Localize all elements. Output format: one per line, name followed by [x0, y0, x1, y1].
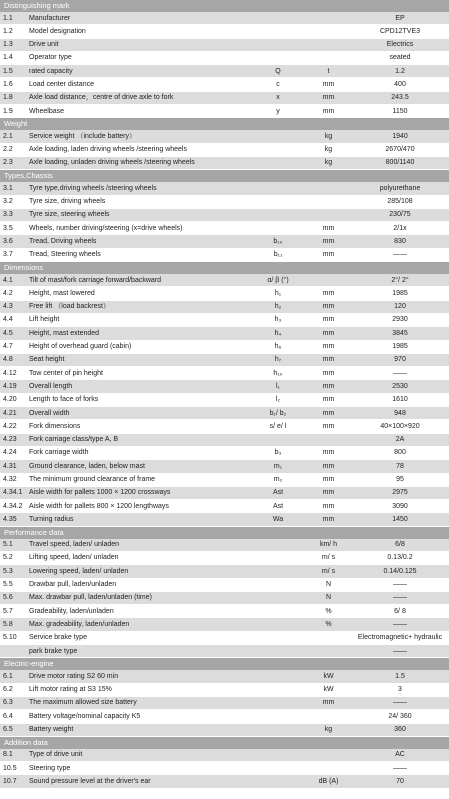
spec-row [0, 314, 449, 327]
spec-row [0, 157, 449, 170]
item-unit: mm [322, 303, 335, 311]
spec-row [0, 144, 449, 157]
section-header: Addition data [0, 737, 449, 749]
item-number: 4.2 [3, 289, 13, 297]
spec-row [0, 209, 449, 222]
section-header: Types,Chassis [0, 170, 449, 182]
item-unit: kg [324, 132, 333, 140]
item-unit: mm [322, 502, 335, 510]
item-value: 2A [395, 436, 405, 444]
item-description: Drive unit [29, 41, 59, 49]
item-symbol: m₂ [273, 476, 283, 483]
item-unit: mm [322, 237, 335, 245]
item-description: Model designation [29, 27, 86, 35]
item-symbol: h₆ [274, 343, 282, 351]
item-description: Tread, Steering wheels [29, 251, 101, 259]
item-description: Tow center of pin height [29, 369, 103, 377]
spec-row [0, 235, 449, 248]
item-value: CPD12TVE3 [379, 27, 421, 35]
item-value: —— [393, 594, 407, 602]
item-value: 95 [396, 476, 404, 483]
item-description: Load center distance [29, 80, 94, 88]
item-value: —— [393, 620, 407, 628]
item-number: 4.7 [3, 343, 13, 351]
item-number: 6.2 [3, 686, 13, 694]
spec-row [0, 65, 449, 78]
item-description: The minimum ground clearance of frame [29, 476, 156, 483]
item-unit: mm [322, 80, 335, 88]
item-value: 285/108 [387, 198, 413, 206]
item-unit: % [325, 620, 332, 628]
spec-row [0, 394, 449, 407]
item-value: 948 [394, 409, 406, 417]
spec-row [0, 196, 449, 209]
item-description: Lift height [29, 316, 60, 324]
item-description: Sound pressure level at the driver's ear [29, 777, 151, 785]
item-number: 4.5 [3, 329, 13, 337]
item-value: —— [393, 764, 407, 772]
item-symbol: Q [275, 67, 281, 75]
spec-row [0, 354, 449, 367]
item-value: 6/8 [395, 541, 405, 549]
item-description: Ground clearance, laden, below mast [29, 462, 145, 470]
item-description: Overall length [29, 382, 73, 390]
item-description: Fork carriage width [29, 449, 89, 457]
item-description: Gradeability, laden/unladen [29, 607, 114, 615]
item-description: Fork dimensions [29, 422, 81, 430]
item-value: 1985 [392, 289, 408, 297]
item-description: Max. drawbar pull, laden/unladen (time) [29, 594, 152, 602]
item-description: Length to face of forks [29, 396, 99, 404]
spec-row [0, 684, 449, 697]
spec-row [0, 474, 449, 487]
item-description: Lifting speed, laden/ unladen [29, 554, 119, 562]
spec-row [0, 749, 449, 762]
item-unit: kW [323, 672, 334, 680]
item-value: 40×100×920 [380, 422, 420, 430]
spec-row [0, 39, 449, 52]
item-symbol: Ast [272, 489, 284, 497]
spec-row [0, 605, 449, 618]
item-value: EP [395, 14, 405, 22]
spec-row [0, 775, 449, 788]
item-number: 4.32 [3, 476, 17, 483]
item-value: —— [393, 251, 407, 259]
item-unit: mm [322, 224, 335, 232]
item-value: —— [393, 647, 407, 655]
item-value: 1.5 [395, 672, 405, 680]
section-header: Distinguishing mark [0, 0, 449, 12]
spec-row [0, 632, 449, 645]
item-value: 2975 [392, 489, 408, 497]
item-symbol: b₁/ b₂ [269, 409, 287, 417]
item-unit: kg [324, 726, 333, 734]
item-symbol: h₃ [274, 316, 282, 324]
item-value: 1150 [392, 107, 408, 115]
item-symbol: h₄ [274, 329, 282, 337]
item-value: 2930 [392, 316, 408, 324]
item-description: Axle loading, unladen driving wheels /steering wheels [29, 159, 195, 167]
item-symbol: h₂ [274, 303, 282, 311]
item-unit: mm [322, 449, 335, 457]
item-unit: kg [324, 159, 333, 167]
section-header: Dimensions [0, 262, 449, 274]
item-unit: mm [322, 369, 335, 377]
item-description: Service weight （include battery） [29, 132, 136, 140]
item-description: Manufacturer [29, 14, 71, 22]
spec-row [0, 407, 449, 420]
item-value: 800/1140 [385, 159, 415, 167]
item-value: 800 [394, 449, 406, 457]
item-unit: mm [322, 699, 335, 707]
item-value: —— [393, 369, 407, 377]
item-value: 2/1x [393, 224, 407, 232]
item-description: Steering type [29, 764, 71, 772]
item-number: 3.5 [3, 224, 13, 232]
item-value: 230/75 [389, 211, 411, 219]
item-unit: mm [322, 382, 335, 390]
spec-row [0, 249, 449, 262]
item-symbol: y [276, 107, 280, 115]
item-unit: mm [322, 316, 335, 324]
spec-row [0, 78, 449, 91]
item-unit: mm [322, 422, 335, 430]
item-symbol: Ast [272, 502, 284, 510]
item-value: 360 [394, 726, 406, 734]
spec-row [0, 380, 449, 393]
spec-row [0, 618, 449, 631]
item-number: 4.4 [3, 316, 13, 324]
item-value: 970 [394, 356, 406, 364]
item-number: 3.2 [3, 198, 13, 206]
spec-row [0, 52, 449, 65]
item-value: 2670/470 [385, 146, 415, 154]
item-description: Travel speed, laden/ unladen [29, 541, 120, 549]
item-number: 3.3 [3, 211, 13, 219]
spec-row [0, 105, 449, 118]
item-number: 5.2 [3, 554, 13, 562]
item-description: The maximum allowed size battery [29, 699, 137, 707]
item-value: 3090 [392, 502, 408, 510]
item-unit: mm [322, 476, 335, 483]
item-unit: mm [322, 251, 335, 259]
item-number: 3.7 [3, 251, 13, 259]
item-unit: mm [322, 94, 335, 102]
item-value: 2°/ 2° [391, 276, 409, 284]
item-number: 4.34.1 [3, 489, 23, 497]
item-number: 5.7 [3, 607, 13, 615]
item-description: Wheelbase [29, 107, 65, 115]
item-unit: mm [322, 343, 335, 351]
item-description: Lowering speed, laden/ unladen [29, 567, 129, 575]
item-value: 3845 [392, 329, 408, 337]
item-number: 3.1 [3, 184, 13, 192]
item-number: 6.1 [3, 672, 13, 680]
item-value: 400 [394, 80, 406, 88]
item-value: 1450 [392, 515, 408, 523]
item-number: 4.20 [3, 396, 17, 404]
item-symbol: b₁₀ [273, 237, 283, 245]
item-number: 10.7 [3, 777, 17, 785]
spec-row [0, 579, 449, 592]
item-value: 70 [396, 777, 404, 785]
item-value: 6/ 8 [394, 607, 406, 615]
item-number: 4.12 [3, 369, 17, 377]
spec-row [0, 592, 449, 605]
item-number: 4.1 [3, 276, 13, 284]
item-number: 3.6 [3, 237, 13, 245]
item-number: 4.21 [3, 409, 17, 417]
item-symbol: h₇ [274, 356, 282, 364]
item-unit: N [325, 594, 332, 602]
spec-row [0, 487, 449, 500]
item-number: 5.3 [3, 567, 13, 575]
item-description: Tyre type,driving wheels /steering wheels [29, 184, 157, 192]
spec-row [0, 222, 449, 235]
spec-row [0, 25, 449, 38]
item-number: 5.1 [3, 541, 13, 549]
item-description: Fork carriage class/type A, B [29, 436, 119, 444]
item-description: Aisle width for pallets 1000 × 1200 crossways [29, 489, 171, 497]
item-description: Height of overhead guard (cabin) [29, 343, 132, 351]
item-number: 4.34.2 [3, 502, 23, 510]
item-number: 5.5 [3, 581, 13, 589]
item-symbol: l₂ [275, 396, 281, 404]
spec-row [0, 434, 449, 447]
spec-row [0, 539, 449, 552]
section-header: Weight [0, 118, 449, 130]
spec-row [0, 710, 449, 723]
item-number: 10.5 [3, 764, 17, 772]
item-description: Aisle width for pallets 800 × 1200 lengthways [29, 502, 169, 510]
spec-row [0, 274, 449, 287]
item-symbol: x [276, 94, 280, 102]
item-number: 4.3 [3, 303, 13, 311]
spec-row [0, 92, 449, 105]
item-number: 2.3 [3, 159, 13, 167]
spec-row [0, 697, 449, 710]
item-unit: kW [323, 686, 334, 694]
item-description: Turning radius [29, 515, 74, 523]
item-number: 6.5 [3, 726, 13, 734]
spec-row [0, 341, 449, 354]
section-header: Electric-engine [0, 658, 449, 670]
item-description: Height, mast lowered [29, 289, 95, 297]
item-unit: mm [322, 462, 335, 470]
item-value: 0.13/0.2 [387, 554, 413, 562]
spec-row [0, 645, 449, 658]
item-description: Tyre size, driving wheels [29, 198, 106, 206]
item-unit: mm [322, 396, 335, 404]
spec-row [0, 327, 449, 340]
item-number: 6.3 [3, 699, 13, 707]
spec-row [0, 670, 449, 683]
item-description: Service brake type [29, 634, 87, 642]
spec-row [0, 552, 449, 565]
item-number: 2.2 [3, 146, 13, 154]
item-description: Tread, Driving wheels [29, 237, 97, 245]
item-symbol: b₃ [274, 449, 282, 457]
item-value: Electromagnetic+ hydraulic [357, 634, 443, 642]
item-value: 78 [396, 462, 404, 470]
spec-row [0, 130, 449, 143]
item-description: Height, mast extended [29, 329, 100, 337]
item-value: seated [389, 54, 411, 62]
spec-row [0, 724, 449, 737]
item-description: park brake type [29, 647, 78, 655]
item-value: 2530 [392, 382, 408, 390]
item-value: polyurethane [379, 184, 421, 192]
spec-row [0, 12, 449, 25]
item-unit: dB (A) [318, 777, 339, 785]
item-description: Wheels, number driving/steering (x=drive wheels) [29, 224, 183, 232]
item-symbol: α/ β (°) [267, 276, 289, 284]
item-description: Drive motor rating S2 60 min [29, 672, 119, 680]
item-unit: mm [322, 107, 335, 115]
item-unit: m/ s [321, 567, 336, 575]
item-unit: mm [322, 329, 335, 337]
item-number: 1.2 [3, 27, 13, 35]
item-number: 2.1 [3, 132, 13, 140]
item-description: Lift motor rating at S3 15% [29, 686, 112, 694]
item-value: 24/ 360 [388, 712, 412, 720]
item-number: 1.6 [3, 80, 13, 88]
item-symbol: s/ e/ l [269, 422, 287, 430]
item-number: 1.4 [3, 54, 13, 62]
item-unit: mm [322, 289, 335, 297]
item-value: —— [393, 699, 407, 707]
item-description: Drawbar pull, laden/unladen [29, 581, 117, 589]
spec-row [0, 301, 449, 314]
item-unit: mm [322, 356, 335, 364]
item-unit: mm [322, 489, 335, 497]
item-unit: kg [324, 146, 333, 154]
item-number: 1.1 [3, 14, 13, 22]
spec-row [0, 762, 449, 775]
item-number: 5.8 [3, 620, 13, 628]
spec-row [0, 287, 449, 300]
item-unit: m/ s [321, 554, 336, 562]
item-symbol: l₁ [276, 382, 280, 390]
item-number: 4.23 [3, 436, 17, 444]
item-value: —— [393, 581, 407, 589]
item-value: 1940 [392, 132, 408, 140]
item-number: 6.4 [3, 712, 13, 720]
item-unit: N [325, 581, 332, 589]
item-number: 1.5 [3, 67, 13, 75]
item-value: 120 [394, 303, 406, 311]
item-symbol: Wa [272, 515, 284, 523]
item-symbol: b₁₁ [273, 251, 283, 259]
spec-row [0, 460, 449, 473]
item-unit: km/ h [319, 541, 338, 549]
item-value: AC [395, 751, 405, 759]
item-symbol: h₁ [274, 289, 282, 297]
item-unit: mm [322, 515, 335, 523]
item-number: 4.31 [3, 462, 17, 470]
item-number: 1.8 [3, 94, 13, 102]
item-description: rated capacity [29, 67, 73, 75]
item-unit: t [327, 67, 330, 75]
item-number: 8.1 [3, 751, 13, 759]
item-description: Battery weight [29, 726, 74, 734]
item-value: Electrics [386, 41, 414, 49]
item-number: 4.24 [3, 449, 17, 457]
item-value: 1610 [392, 396, 408, 404]
item-number: 1.9 [3, 107, 13, 115]
item-value: 3 [398, 686, 402, 694]
item-number: 5.6 [3, 594, 13, 602]
item-description: Tilt of mast/fork carriage forward/backward [29, 276, 162, 284]
item-number: 5.10 [3, 634, 17, 642]
item-number: 1.3 [3, 41, 13, 49]
spec-row [0, 513, 449, 526]
item-description: Operator type [29, 54, 72, 62]
item-description: Seat height [29, 356, 65, 364]
item-value: 243.5 [391, 94, 409, 102]
item-description: Max. gradeability, laden/unladen [29, 620, 130, 628]
item-number: 4.35 [3, 515, 17, 523]
item-number: 4.22 [3, 422, 17, 430]
item-unit: % [325, 607, 332, 615]
spec-row [0, 367, 449, 380]
item-symbol: h₁₀ [273, 369, 283, 377]
item-description: Type of drive unit [29, 751, 83, 759]
item-description: Overall width [29, 409, 70, 417]
item-value: 830 [394, 237, 406, 245]
item-description: Axle load distance，centre of drive axle to fork [29, 94, 174, 102]
item-unit: mm [322, 409, 335, 417]
item-description: Battery voltage/nominal capacity K5 [29, 712, 141, 720]
item-value: 1985 [392, 343, 408, 351]
item-description: Axle loading, laden driving wheels /steering wheels [29, 146, 187, 154]
item-description: Free lift （load backrest） [29, 303, 110, 311]
spec-row [0, 565, 449, 578]
spec-row [0, 182, 449, 195]
item-value: 0.14/0.125 [383, 567, 417, 575]
section-header: Performance data [0, 527, 449, 539]
item-number: 4.19 [3, 382, 17, 390]
item-value: 1.2 [395, 67, 405, 75]
spec-row [0, 420, 449, 433]
item-number: 4.8 [3, 356, 13, 364]
item-description: Tyre size, steering wheels [29, 211, 110, 219]
item-symbol: c [276, 80, 280, 88]
spec-row [0, 447, 449, 460]
item-symbol: m₁ [273, 462, 283, 470]
spec-row [0, 500, 449, 513]
